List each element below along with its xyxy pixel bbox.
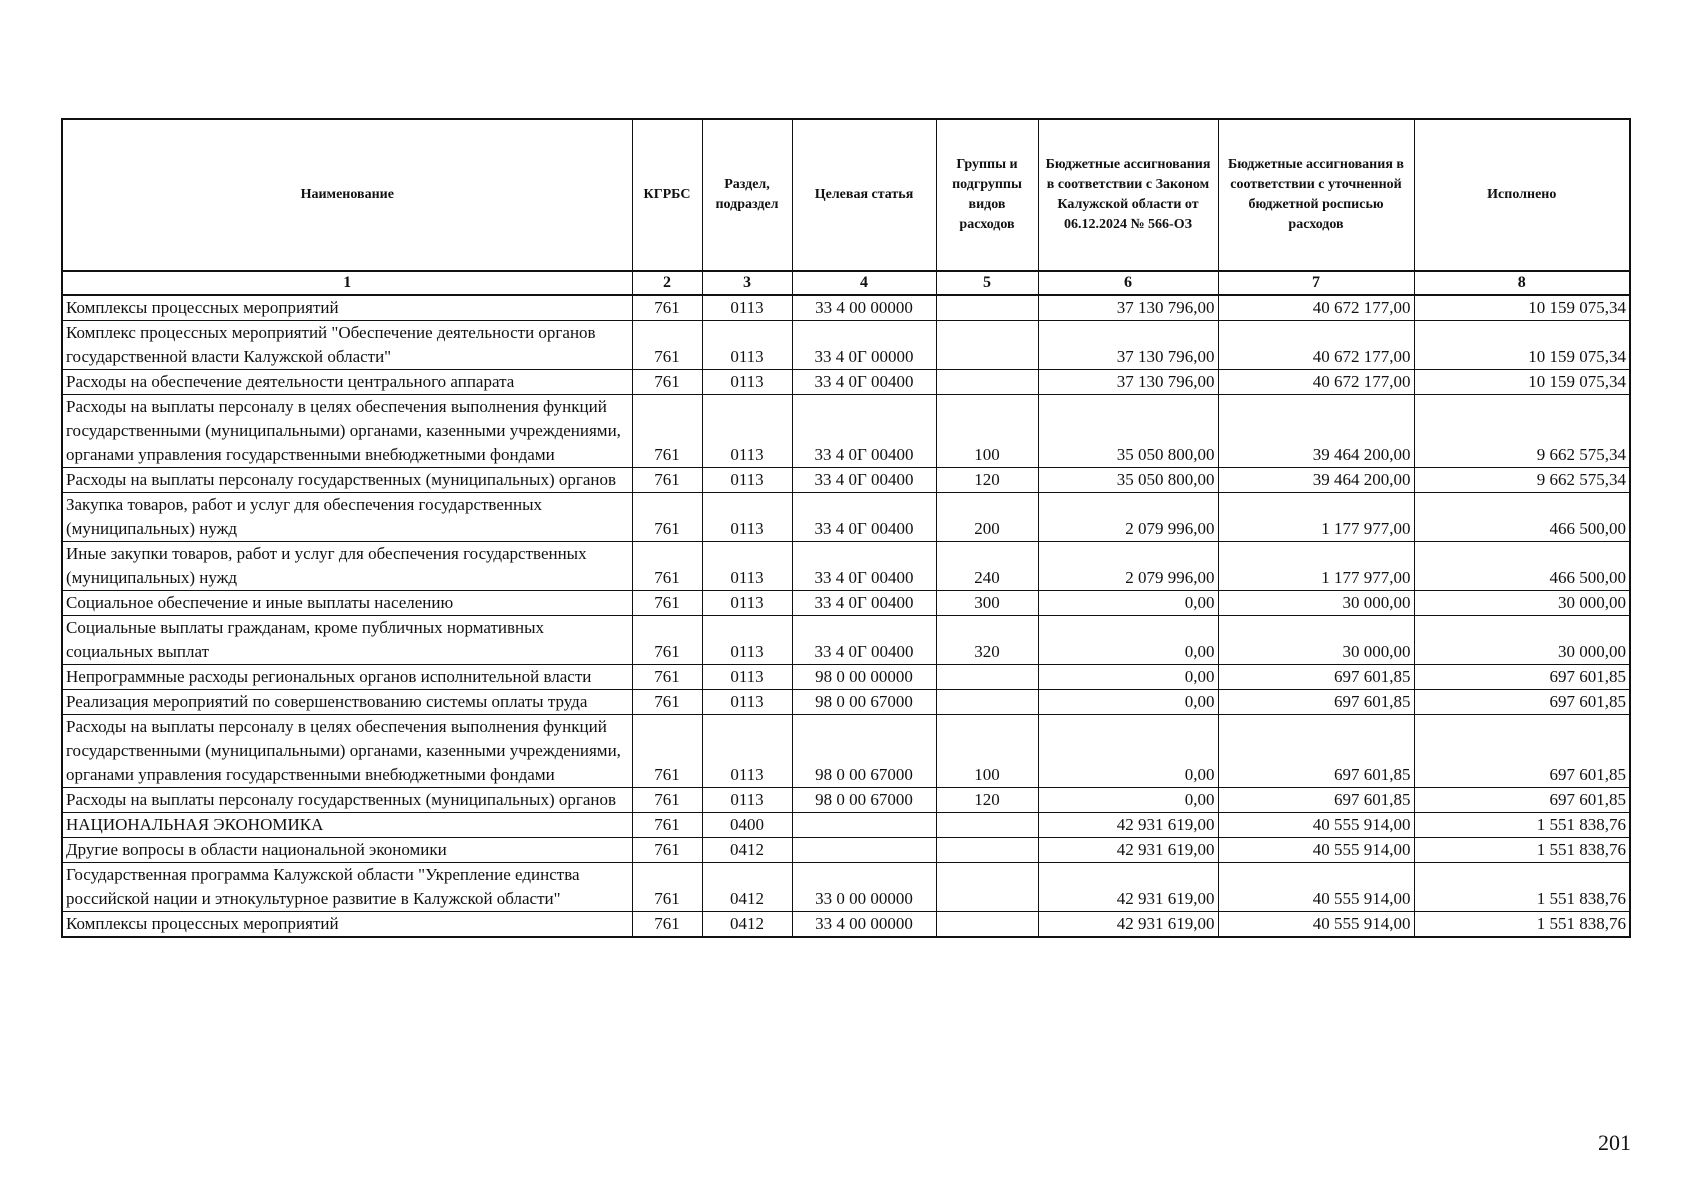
row-kgrbs: 761 <box>632 616 702 665</box>
row-section: 0113 <box>702 715 792 788</box>
row-name: НАЦИОНАЛЬНАЯ ЭКОНОМИКА <box>62 813 632 838</box>
table-row <box>62 838 1630 863</box>
row-target-article: 98 0 00 00000 <box>792 665 936 690</box>
table-row <box>62 813 1630 838</box>
row-section: 0113 <box>702 468 792 493</box>
row-kgrbs: 761 <box>632 370 702 395</box>
row-law-amount: 42 931 619,00 <box>1038 912 1218 938</box>
row-name: Другие вопросы в области национальной экономики <box>62 838 632 863</box>
row-expense-group <box>936 690 1038 715</box>
row-target-article: 33 4 0Г 00400 <box>792 542 936 591</box>
row-section: 0412 <box>702 912 792 938</box>
row-expense-group: 120 <box>936 468 1038 493</box>
row-law-amount: 42 931 619,00 <box>1038 813 1218 838</box>
table-row <box>62 493 1630 542</box>
table-row <box>62 788 1630 813</box>
column-number: 7 <box>1218 271 1414 295</box>
row-expense-group <box>936 321 1038 370</box>
row-executed-amount: 1 551 838,76 <box>1414 838 1630 863</box>
row-target-article: 33 4 0Г 00400 <box>792 468 936 493</box>
row-executed-amount: 1 551 838,76 <box>1414 912 1630 938</box>
row-schedule-amount: 697 601,85 <box>1218 690 1414 715</box>
page-number: 201 <box>1598 1130 1631 1155</box>
header-section: Раздел, подраздел <box>702 119 792 271</box>
table-row <box>62 863 1630 912</box>
row-name: Расходы на выплаты персоналу государственных (муниципальных) органов <box>62 788 632 813</box>
row-name: Комплексы процессных мероприятий <box>62 295 632 321</box>
row-kgrbs: 761 <box>632 838 702 863</box>
row-expense-group <box>936 813 1038 838</box>
table-row <box>62 591 1630 616</box>
column-number: 4 <box>792 271 936 295</box>
row-target-article: 98 0 00 67000 <box>792 788 936 813</box>
row-schedule-amount: 40 672 177,00 <box>1218 321 1414 370</box>
row-executed-amount: 466 500,00 <box>1414 493 1630 542</box>
row-schedule-amount: 697 601,85 <box>1218 665 1414 690</box>
row-expense-group <box>936 295 1038 321</box>
row-kgrbs: 761 <box>632 493 702 542</box>
row-law-amount: 0,00 <box>1038 715 1218 788</box>
row-executed-amount: 30 000,00 <box>1414 616 1630 665</box>
row-law-amount: 37 130 796,00 <box>1038 295 1218 321</box>
row-target-article: 33 4 0Г 00400 <box>792 395 936 468</box>
row-kgrbs: 761 <box>632 542 702 591</box>
row-name: Комплексы процессных мероприятий <box>62 912 632 938</box>
row-section: 0400 <box>702 813 792 838</box>
row-target-article: 33 4 00 00000 <box>792 912 936 938</box>
row-target-article: 98 0 00 67000 <box>792 690 936 715</box>
row-section: 0412 <box>702 863 792 912</box>
column-number: 3 <box>702 271 792 295</box>
row-section: 0113 <box>702 395 792 468</box>
column-number: 2 <box>632 271 702 295</box>
row-expense-group <box>936 665 1038 690</box>
row-name: Социальные выплаты гражданам, кроме публичных нормативных социальных выплат <box>62 616 632 665</box>
row-name: Расходы на выплаты персоналу государственных (муниципальных) органов <box>62 468 632 493</box>
row-name: Иные закупки товаров, работ и услуг для обеспечения государственных (муниципальных) нужд <box>62 542 632 591</box>
row-law-amount: 2 079 996,00 <box>1038 493 1218 542</box>
row-expense-group: 120 <box>936 788 1038 813</box>
row-name: Социальное обеспечение и иные выплаты населению <box>62 591 632 616</box>
row-executed-amount: 466 500,00 <box>1414 542 1630 591</box>
row-name: Закупка товаров, работ и услуг для обеспечения государственных (муниципальных) нужд <box>62 493 632 542</box>
row-kgrbs: 761 <box>632 863 702 912</box>
row-section: 0113 <box>702 690 792 715</box>
column-number: 5 <box>936 271 1038 295</box>
row-target-article: 33 4 0Г 00400 <box>792 616 936 665</box>
row-kgrbs: 761 <box>632 665 702 690</box>
row-section: 0113 <box>702 591 792 616</box>
row-section: 0113 <box>702 295 792 321</box>
table-row <box>62 321 1630 370</box>
row-target-article: 33 4 0Г 00000 <box>792 321 936 370</box>
row-executed-amount: 1 551 838,76 <box>1414 863 1630 912</box>
row-expense-group <box>936 912 1038 938</box>
row-name: Непрограммные расходы региональных органов исполнительной власти <box>62 665 632 690</box>
row-expense-group: 200 <box>936 493 1038 542</box>
row-kgrbs: 761 <box>632 591 702 616</box>
table-row <box>62 295 1630 321</box>
row-schedule-amount: 30 000,00 <box>1218 591 1414 616</box>
row-executed-amount: 697 601,85 <box>1414 715 1630 788</box>
row-target-article: 33 4 0Г 00400 <box>792 370 936 395</box>
row-law-amount: 37 130 796,00 <box>1038 321 1218 370</box>
header-schedule-appropriations: Бюджетные ассигнования в соответствии с уточненной бюджетной росписью расходов <box>1218 119 1414 271</box>
row-target-article: 98 0 00 67000 <box>792 715 936 788</box>
row-target-article: 33 4 00 00000 <box>792 295 936 321</box>
budget-execution-table <box>61 118 1631 938</box>
row-target-article: 33 0 00 00000 <box>792 863 936 912</box>
table-row <box>62 690 1630 715</box>
row-name: Расходы на обеспечение деятельности центрального аппарата <box>62 370 632 395</box>
row-name: Расходы на выплаты персоналу в целях обеспечения выполнения функций государственными (муниципальными) органами, казенными учреждениями, органами управления государственными внебюджетными фондами <box>62 715 632 788</box>
row-schedule-amount: 40 672 177,00 <box>1218 370 1414 395</box>
row-name: Государственная программа Калужской области "Укрепление единства российской нации и этнокультурное развитие в Калужской области" <box>62 863 632 912</box>
row-law-amount: 0,00 <box>1038 591 1218 616</box>
row-schedule-amount: 1 177 977,00 <box>1218 542 1414 591</box>
table-row <box>62 912 1630 938</box>
table-row <box>62 715 1630 788</box>
row-expense-group: 240 <box>936 542 1038 591</box>
table-row <box>62 395 1630 468</box>
row-target-article: 33 4 0Г 00400 <box>792 493 936 542</box>
row-executed-amount: 1 551 838,76 <box>1414 813 1630 838</box>
row-expense-group <box>936 838 1038 863</box>
row-section: 0113 <box>702 321 792 370</box>
row-expense-group <box>936 370 1038 395</box>
row-expense-group <box>936 863 1038 912</box>
row-schedule-amount: 40 555 914,00 <box>1218 813 1414 838</box>
row-schedule-amount: 39 464 200,00 <box>1218 395 1414 468</box>
row-schedule-amount: 40 555 914,00 <box>1218 863 1414 912</box>
row-executed-amount: 10 159 075,34 <box>1414 321 1630 370</box>
row-expense-group: 100 <box>936 715 1038 788</box>
row-kgrbs: 761 <box>632 715 702 788</box>
row-target-article: 33 4 0Г 00400 <box>792 591 936 616</box>
row-executed-amount: 9 662 575,34 <box>1414 395 1630 468</box>
row-target-article <box>792 813 936 838</box>
table-row <box>62 370 1630 395</box>
header-expense-group: Группы и подгруппы видов расходов <box>936 119 1038 271</box>
row-section: 0113 <box>702 542 792 591</box>
row-executed-amount: 9 662 575,34 <box>1414 468 1630 493</box>
row-kgrbs: 761 <box>632 788 702 813</box>
table-body <box>62 295 1630 937</box>
row-expense-group: 300 <box>936 591 1038 616</box>
row-section: 0412 <box>702 838 792 863</box>
table-header-row <box>62 119 1630 271</box>
row-kgrbs: 761 <box>632 690 702 715</box>
header-law-appropriations: Бюджетные ассигнования в соответствии с Законом Калужской области от 06.12.2024 № 566-ОЗ <box>1038 119 1218 271</box>
column-number: 8 <box>1414 271 1630 295</box>
row-law-amount: 0,00 <box>1038 665 1218 690</box>
row-target-article <box>792 838 936 863</box>
header-executed: Исполнено <box>1414 119 1630 271</box>
row-schedule-amount: 40 672 177,00 <box>1218 295 1414 321</box>
table-row <box>62 542 1630 591</box>
column-number: 6 <box>1038 271 1218 295</box>
row-law-amount: 0,00 <box>1038 690 1218 715</box>
row-law-amount: 0,00 <box>1038 616 1218 665</box>
row-law-amount: 35 050 800,00 <box>1038 395 1218 468</box>
row-schedule-amount: 30 000,00 <box>1218 616 1414 665</box>
row-schedule-amount: 40 555 914,00 <box>1218 838 1414 863</box>
row-section: 0113 <box>702 665 792 690</box>
column-number: 1 <box>62 271 632 295</box>
row-kgrbs: 761 <box>632 321 702 370</box>
row-name: Комплекс процессных мероприятий "Обеспечение деятельности органов государственной власти Калужской области" <box>62 321 632 370</box>
row-schedule-amount: 697 601,85 <box>1218 788 1414 813</box>
row-executed-amount: 697 601,85 <box>1414 665 1630 690</box>
row-expense-group: 320 <box>936 616 1038 665</box>
row-executed-amount: 697 601,85 <box>1414 788 1630 813</box>
row-law-amount: 35 050 800,00 <box>1038 468 1218 493</box>
row-law-amount: 42 931 619,00 <box>1038 838 1218 863</box>
table-row <box>62 665 1630 690</box>
row-schedule-amount: 39 464 200,00 <box>1218 468 1414 493</box>
row-kgrbs: 761 <box>632 395 702 468</box>
row-name: Расходы на выплаты персоналу в целях обеспечения выполнения функций государственными (муниципальными) органами, казенными учреждениями, органами управления государственными внебюджетными фондами <box>62 395 632 468</box>
row-executed-amount: 10 159 075,34 <box>1414 295 1630 321</box>
row-kgrbs: 761 <box>632 468 702 493</box>
row-kgrbs: 761 <box>632 295 702 321</box>
table-row <box>62 616 1630 665</box>
header-name: Наименование <box>62 119 632 271</box>
column-number-row <box>62 271 1630 295</box>
row-executed-amount: 30 000,00 <box>1414 591 1630 616</box>
row-law-amount: 42 931 619,00 <box>1038 863 1218 912</box>
row-section: 0113 <box>702 616 792 665</box>
row-schedule-amount: 40 555 914,00 <box>1218 912 1414 938</box>
header-kgrbs: КГРБС <box>632 119 702 271</box>
header-target-article: Целевая статья <box>792 119 936 271</box>
row-schedule-amount: 1 177 977,00 <box>1218 493 1414 542</box>
row-section: 0113 <box>702 493 792 542</box>
row-executed-amount: 10 159 075,34 <box>1414 370 1630 395</box>
row-law-amount: 2 079 996,00 <box>1038 542 1218 591</box>
row-executed-amount: 697 601,85 <box>1414 690 1630 715</box>
row-expense-group: 100 <box>936 395 1038 468</box>
row-name: Реализация мероприятий по совершенствованию системы оплаты труда <box>62 690 632 715</box>
table-row <box>62 468 1630 493</box>
row-kgrbs: 761 <box>632 912 702 938</box>
row-law-amount: 37 130 796,00 <box>1038 370 1218 395</box>
row-schedule-amount: 697 601,85 <box>1218 715 1414 788</box>
row-section: 0113 <box>702 370 792 395</box>
row-kgrbs: 761 <box>632 813 702 838</box>
row-section: 0113 <box>702 788 792 813</box>
row-law-amount: 0,00 <box>1038 788 1218 813</box>
